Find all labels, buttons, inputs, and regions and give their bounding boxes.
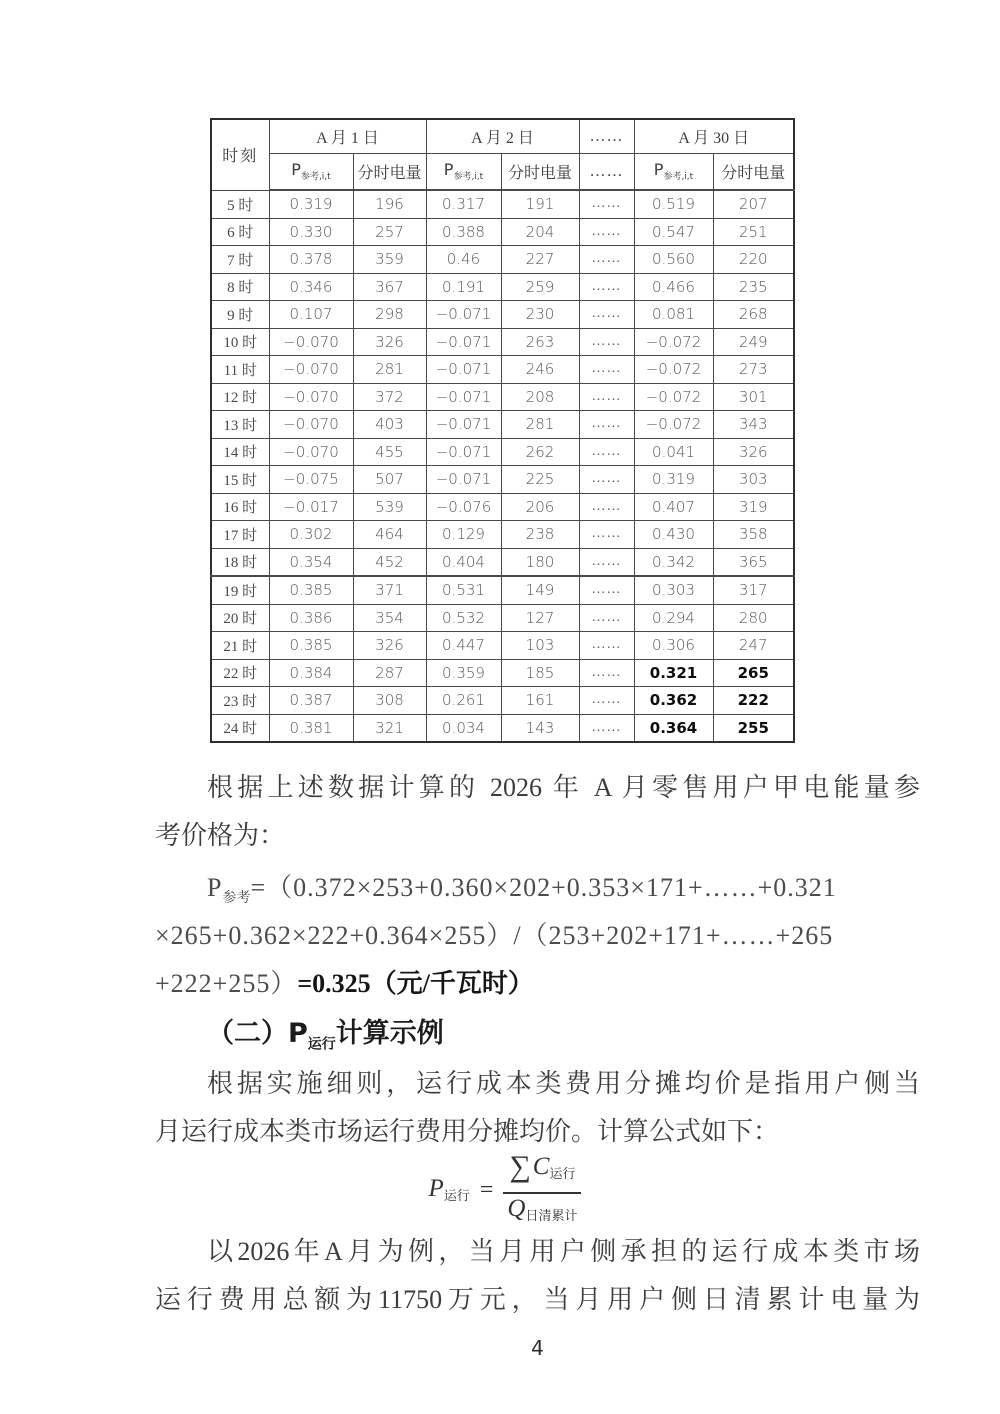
day2-qty-cell: 103 xyxy=(501,632,579,660)
day2-qty-cell: 127 xyxy=(501,604,579,632)
formula-result: =0.325（元/千瓦时） xyxy=(297,969,534,998)
day1-price-cell: 0.319 xyxy=(269,190,353,218)
p-subscript: 参考,i,t xyxy=(453,172,484,183)
table-row xyxy=(211,714,794,742)
table-row xyxy=(211,659,794,687)
table-row xyxy=(211,411,794,439)
paragraph-reference-price xyxy=(155,764,920,860)
ellipsis-cell: …… xyxy=(579,273,634,301)
day2-price-cell: 0.404 xyxy=(426,548,501,576)
day2-qty-cell: 227 xyxy=(501,246,579,274)
hour-label: 10 时 xyxy=(211,328,269,356)
day1-qty-cell: 308 xyxy=(353,687,426,715)
day1-header: A 月 1 日 xyxy=(269,119,426,154)
day1-qty-cell: 372 xyxy=(353,383,426,411)
day1-qty-cell: 367 xyxy=(353,273,426,301)
day2-qty-header: 分时电量 xyxy=(501,154,579,191)
day2-price-cell: −0.071 xyxy=(426,301,501,329)
ellipsis-cell: …… xyxy=(579,438,634,466)
fraction-numerator xyxy=(503,1150,581,1194)
table-row xyxy=(211,383,794,411)
day1-price-cell: 0.386 xyxy=(269,604,353,632)
sum-symbol: ∑ xyxy=(509,1149,531,1183)
day2-qty-cell: 185 xyxy=(501,659,579,687)
ellipsis-cell: …… xyxy=(579,576,634,604)
hour-label: 8 时 xyxy=(211,273,269,301)
p-subscript: 参考,i,t xyxy=(663,172,694,183)
day30-qty-cell: 365 xyxy=(713,548,794,576)
day1-qty-cell: 371 xyxy=(353,576,426,604)
table-row xyxy=(211,246,794,274)
c-subscript: 运行 xyxy=(549,1166,576,1181)
day30-price-cell: 0.364 xyxy=(634,714,713,742)
day1-qty-cell: 354 xyxy=(353,604,426,632)
p-symbol: P xyxy=(653,160,664,180)
day2-qty-cell: 149 xyxy=(501,576,579,604)
day2-qty-cell: 180 xyxy=(501,548,579,576)
day2-qty-cell: 143 xyxy=(501,714,579,742)
table-row xyxy=(211,576,794,604)
day2-qty-cell: 281 xyxy=(501,411,579,439)
hour-label: 5 时 xyxy=(211,190,269,218)
day30-qty-cell: 220 xyxy=(713,246,794,274)
day30-price-header xyxy=(634,154,713,191)
day2-price-header xyxy=(426,154,501,191)
ellipsis-cell: …… xyxy=(579,328,634,356)
text-line: 根据上述数据计算的 2026 年 A 月零售用户甲电能量参 xyxy=(207,773,920,802)
day1-price-cell: −0.070 xyxy=(269,356,353,384)
table-row xyxy=(211,328,794,356)
day1-price-cell: −0.070 xyxy=(269,328,353,356)
p-subscript: 参考,i,t xyxy=(300,172,331,183)
hour-label: 16 时 xyxy=(211,493,269,521)
ellipsis-cell: …… xyxy=(579,190,634,218)
hour-label: 12 时 xyxy=(211,383,269,411)
day2-price-cell: 0.46 xyxy=(426,246,501,274)
day2-qty-cell: 259 xyxy=(501,273,579,301)
day1-price-cell: 0.302 xyxy=(269,521,353,549)
day2-price-cell: 0.034 xyxy=(426,714,501,742)
ellipsis-cell: …… xyxy=(579,218,634,246)
day30-price-cell: 0.466 xyxy=(634,273,713,301)
day1-qty-cell: 326 xyxy=(353,328,426,356)
hour-label: 19 时 xyxy=(211,576,269,604)
hour-label: 15 时 xyxy=(211,466,269,494)
table-row xyxy=(211,218,794,246)
day1-qty-cell: 452 xyxy=(353,548,426,576)
ellipsis-sub-header: …… xyxy=(579,154,634,191)
table-row xyxy=(211,301,794,329)
day2-qty-cell: 206 xyxy=(501,493,579,521)
heading-suffix: 计算示例 xyxy=(335,1018,444,1049)
formula-lhs xyxy=(429,1175,470,1204)
day2-price-cell: 0.317 xyxy=(426,190,501,218)
day30-price-cell: 0.547 xyxy=(634,218,713,246)
p-symbol: P xyxy=(291,160,301,180)
day30-price-cell: 0.306 xyxy=(634,632,713,660)
hour-label: 20 时 xyxy=(211,604,269,632)
day1-qty-cell: 298 xyxy=(353,301,426,329)
hour-label: 13 时 xyxy=(211,411,269,439)
day30-price-cell: 0.319 xyxy=(634,466,713,494)
ellipsis-cell: …… xyxy=(579,246,634,274)
day2-qty-cell: 161 xyxy=(501,687,579,715)
table-row xyxy=(211,493,794,521)
day1-price-cell: 0.381 xyxy=(269,714,353,742)
p-subscript: 参考 xyxy=(222,891,251,907)
hour-label: 24 时 xyxy=(211,714,269,742)
formula-line-3 xyxy=(155,960,920,1008)
section-heading xyxy=(155,1010,920,1058)
day30-price-cell: 0.560 xyxy=(634,246,713,274)
table-sub-header-row xyxy=(211,154,794,191)
day30-price-cell: 0.407 xyxy=(634,493,713,521)
day1-price-cell: −0.070 xyxy=(269,383,353,411)
day30-qty-cell: 249 xyxy=(713,328,794,356)
paragraph-operation-cost xyxy=(155,1060,920,1156)
table-row xyxy=(211,687,794,715)
day2-price-cell: −0.071 xyxy=(426,328,501,356)
day1-qty-header: 分时电量 xyxy=(353,154,426,191)
day2-price-cell: −0.071 xyxy=(426,411,501,439)
text-line: 月运行成本类市场运行费用分摊均价。计算公式如下： xyxy=(155,1117,780,1146)
table-row xyxy=(211,548,794,576)
day30-qty-cell: 222 xyxy=(713,687,794,715)
day2-qty-cell: 238 xyxy=(501,521,579,549)
day2-price-cell: −0.071 xyxy=(426,356,501,384)
heading-prefix: （二） xyxy=(207,1018,288,1049)
day1-qty-cell: 281 xyxy=(353,356,426,384)
day30-price-cell: −0.072 xyxy=(634,356,713,384)
day2-price-cell: 0.359 xyxy=(426,659,501,687)
day1-price-cell: 0.387 xyxy=(269,687,353,715)
p-symbol: P xyxy=(207,873,223,902)
day1-qty-cell: 326 xyxy=(353,632,426,660)
day30-qty-cell: 268 xyxy=(713,301,794,329)
ellipsis-cell: …… xyxy=(579,466,634,494)
hour-label: 7 时 xyxy=(211,246,269,274)
ellipsis-cell: …… xyxy=(579,604,634,632)
ellipsis-cell: …… xyxy=(579,301,634,329)
day1-qty-cell: 464 xyxy=(353,521,426,549)
day1-price-cell: 0.346 xyxy=(269,273,353,301)
day30-qty-cell: 255 xyxy=(713,714,794,742)
p-subscript: 运行 xyxy=(443,1188,470,1204)
day2-qty-cell: 204 xyxy=(501,218,579,246)
day1-qty-cell: 287 xyxy=(353,659,426,687)
day1-price-cell: 0.107 xyxy=(269,301,353,329)
hour-label: 11 时 xyxy=(211,356,269,384)
day1-qty-cell: 455 xyxy=(353,438,426,466)
formula-p-reference xyxy=(155,864,920,1008)
q-symbol: Q xyxy=(507,1195,526,1222)
day30-price-cell: 0.321 xyxy=(634,659,713,687)
day30-price-cell: 0.294 xyxy=(634,604,713,632)
formula-text: +222+255） xyxy=(155,969,298,998)
c-symbol: C xyxy=(532,1152,550,1180)
ellipsis-cell: …… xyxy=(579,521,634,549)
day1-price-cell: −0.017 xyxy=(269,493,353,521)
hour-label: 23 时 xyxy=(211,687,269,715)
text-line: 根据实施细则，运行成本类费用分摊均价是指用户侧当 xyxy=(207,1069,920,1098)
table-body xyxy=(211,190,794,742)
day30-qty-cell: 326 xyxy=(713,438,794,466)
day30-qty-cell: 358 xyxy=(713,521,794,549)
day2-qty-cell: 225 xyxy=(501,466,579,494)
day30-qty-cell: 319 xyxy=(713,493,794,521)
day30-price-cell: 0.303 xyxy=(634,576,713,604)
day30-qty-cell: 317 xyxy=(713,576,794,604)
table-row xyxy=(211,466,794,494)
day1-price-cell: −0.070 xyxy=(269,438,353,466)
day2-price-cell: 0.261 xyxy=(426,687,501,715)
day30-price-cell: 0.342 xyxy=(634,548,713,576)
formula-line-2: ×265+0.362×222+0.364×255）/（253+202+171+……+265 xyxy=(155,921,834,950)
day30-qty-cell: 280 xyxy=(713,604,794,632)
ellipsis-day-header: …… xyxy=(579,119,634,154)
table-row xyxy=(211,604,794,632)
day30-qty-cell: 303 xyxy=(713,466,794,494)
day1-price-cell: 0.378 xyxy=(269,246,353,274)
day2-qty-cell: 263 xyxy=(501,328,579,356)
day2-qty-cell: 262 xyxy=(501,438,579,466)
text-line: 以2026年A月为例，当月用户侧承担的运行成本类市场 xyxy=(207,1237,920,1266)
day2-price-cell: 0.447 xyxy=(426,632,501,660)
paragraph-example xyxy=(155,1228,920,1324)
day2-price-cell: −0.071 xyxy=(426,383,501,411)
day30-price-cell: −0.072 xyxy=(634,328,713,356)
table-row xyxy=(211,632,794,660)
day30-qty-cell: 235 xyxy=(713,273,794,301)
day2-qty-cell: 230 xyxy=(501,301,579,329)
ellipsis-cell: …… xyxy=(579,632,634,660)
table-row xyxy=(211,190,794,218)
day1-price-header xyxy=(269,154,353,191)
p-subscript: 运行 xyxy=(307,1036,336,1053)
ellipsis-cell: …… xyxy=(579,548,634,576)
p-symbol: P xyxy=(443,160,454,180)
fraction xyxy=(503,1150,581,1230)
day1-price-cell: −0.070 xyxy=(269,411,353,439)
day2-qty-cell: 246 xyxy=(501,356,579,384)
day2-price-cell: 0.532 xyxy=(426,604,501,632)
equals-sign: = xyxy=(479,1176,494,1203)
day30-price-cell: −0.072 xyxy=(634,383,713,411)
day1-qty-cell: 359 xyxy=(353,246,426,274)
day2-price-cell: −0.076 xyxy=(426,493,501,521)
ellipsis-cell: …… xyxy=(579,687,634,715)
day30-price-cell: 0.519 xyxy=(634,190,713,218)
ellipsis-cell: …… xyxy=(579,383,634,411)
day2-price-cell: 0.531 xyxy=(426,576,501,604)
day2-price-cell: −0.071 xyxy=(426,466,501,494)
formula-line-1 xyxy=(155,864,920,912)
day2-price-cell: −0.071 xyxy=(426,438,501,466)
day30-qty-cell: 247 xyxy=(713,632,794,660)
day30-qty-cell: 207 xyxy=(713,190,794,218)
formula-text: =（0.372×253+0.360×202+0.353×171+……+0.321 xyxy=(250,873,837,902)
day2-header: A 月 2 日 xyxy=(426,119,579,154)
ellipsis-cell: …… xyxy=(579,411,634,439)
ellipsis-cell: …… xyxy=(579,356,634,384)
day1-price-cell: 0.385 xyxy=(269,632,353,660)
table-day-header-row xyxy=(211,119,794,154)
hour-label: 14 时 xyxy=(211,438,269,466)
day1-qty-cell: 403 xyxy=(353,411,426,439)
table-row xyxy=(211,273,794,301)
day2-price-cell: 0.129 xyxy=(426,521,501,549)
day1-qty-cell: 257 xyxy=(353,218,426,246)
text-line: 考价格为： xyxy=(155,821,286,850)
day30-price-cell: 0.081 xyxy=(634,301,713,329)
page-number: 4 xyxy=(531,1336,544,1360)
hour-label: 22 时 xyxy=(211,659,269,687)
p-symbol: P xyxy=(288,1018,308,1049)
hourly-price-table xyxy=(210,118,795,743)
table-row xyxy=(211,521,794,549)
day2-qty-cell: 191 xyxy=(501,190,579,218)
day30-price-cell: −0.072 xyxy=(634,411,713,439)
day2-price-cell: 0.388 xyxy=(426,218,501,246)
day2-price-cell: 0.191 xyxy=(426,273,501,301)
day30-qty-cell: 251 xyxy=(713,218,794,246)
ellipsis-cell: …… xyxy=(579,714,634,742)
table-row xyxy=(211,356,794,384)
hour-label: 9 时 xyxy=(211,301,269,329)
day1-price-cell: 0.330 xyxy=(269,218,353,246)
day30-qty-cell: 273 xyxy=(713,356,794,384)
day30-qty-header: 分时电量 xyxy=(713,154,794,191)
hour-label: 17 时 xyxy=(211,521,269,549)
day2-qty-cell: 208 xyxy=(501,383,579,411)
formula-p-operation-fraction xyxy=(155,1149,855,1228)
hour-label: 21 时 xyxy=(211,632,269,660)
hour-label: 18 时 xyxy=(211,548,269,576)
ellipsis-cell: …… xyxy=(579,493,634,521)
q-subscript: 日清累计 xyxy=(525,1208,578,1224)
day1-price-cell: 0.385 xyxy=(269,576,353,604)
day1-qty-cell: 196 xyxy=(353,190,426,218)
p-symbol: P xyxy=(428,1175,444,1203)
day30-price-cell: 0.362 xyxy=(634,687,713,715)
day1-qty-cell: 321 xyxy=(353,714,426,742)
hour-label: 6 时 xyxy=(211,218,269,246)
day1-price-cell: −0.075 xyxy=(269,466,353,494)
day30-price-cell: 0.430 xyxy=(634,521,713,549)
day1-qty-cell: 539 xyxy=(353,493,426,521)
day30-qty-cell: 301 xyxy=(713,383,794,411)
day1-qty-cell: 507 xyxy=(353,466,426,494)
day30-qty-cell: 265 xyxy=(713,659,794,687)
day1-price-cell: 0.354 xyxy=(269,548,353,576)
day30-price-cell: 0.041 xyxy=(634,438,713,466)
ellipsis-cell: …… xyxy=(579,659,634,687)
day30-header: A 月 30 日 xyxy=(634,119,794,154)
table-row xyxy=(211,438,794,466)
text-line: 运行费用总额为11750万元，当月用户侧日清累计电量为 xyxy=(155,1285,920,1314)
fraction-denominator xyxy=(503,1194,581,1230)
day1-price-cell: 0.384 xyxy=(269,659,353,687)
time-column-header: 时刻 xyxy=(211,119,269,190)
day30-qty-cell: 343 xyxy=(713,411,794,439)
